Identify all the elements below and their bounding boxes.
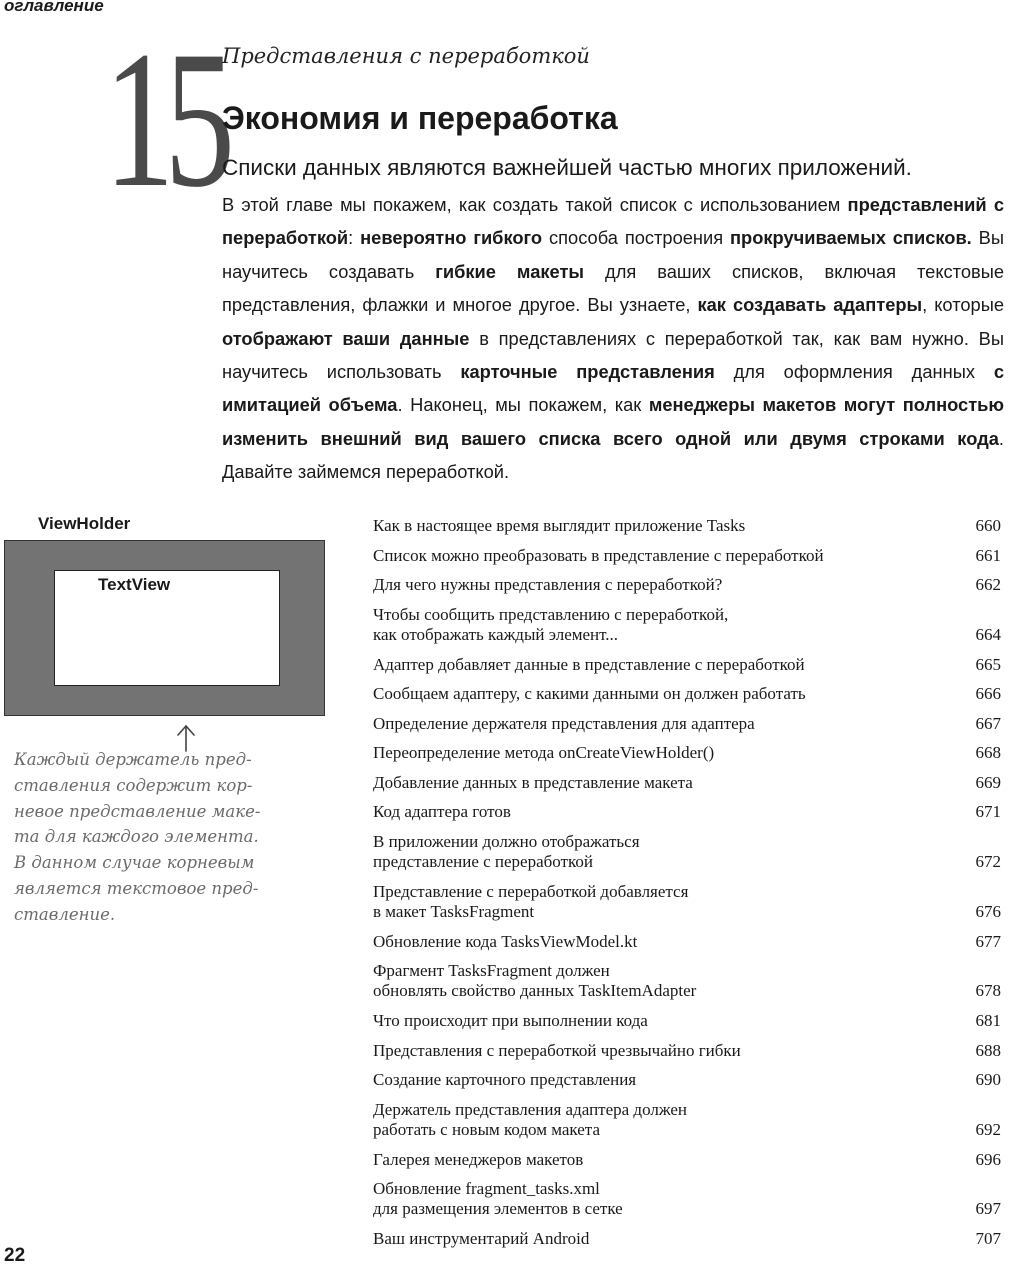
chapter-intro [222,188,1004,489]
intro-emphasis: с имитацией объема [222,361,1004,416]
toc-entry-title: Представления с переработкой чрезвычайно гибки [373,1040,741,1060]
toc-entry-page: 664 [975,624,1001,644]
toc-entry[interactable] [373,712,1003,742]
viewholder-label: ViewHolder [38,514,131,533]
toc-entry[interactable] [373,514,1003,544]
toc-entry-page: 666 [975,684,1001,703]
intro-emphasis: невероятно гибкого [360,227,543,249]
intro-text: , которые [922,294,1004,316]
toc-entry-page: 697 [975,1199,1001,1218]
toc-entry[interactable] [373,800,1003,830]
toc-entry[interactable] [373,1068,1003,1098]
toc-entry-title: Фрагмент TasksFragment должен обновлять свойство данных TaskItemAdapter [373,961,697,1000]
diagram-annotation: Каждый держатель пред- ставления содержит кор- невое представление маке- та для каждого элемента. В данном случае корневым является текстовое пред- ставление. [14,750,261,924]
toc-entry[interactable] [373,1227,1003,1257]
toc-entry[interactable] [373,930,1003,960]
intro-text: . Наконец, мы покажем, как [397,394,649,416]
intro-emphasis: отображают ваши данные [222,327,470,349]
toc-entry-page: 676 [975,901,1001,921]
toc-entry-page: 690 [975,1070,1001,1089]
toc-entry-title: Обновление кода TasksViewModel.kt [373,931,638,951]
toc-entry-page: 688 [975,1040,1001,1060]
toc-entry-title: Представление с переработкой добавляется в макет TasksFragment [373,881,689,921]
toc-entry-title: Адаптер добавляет данные в представление с переработкой [373,654,805,674]
textview-label: TextView [98,575,171,594]
intro-emphasis: гибкие макеты [435,260,585,282]
intro-text: . Давайте займемся переработкой. [222,427,1004,483]
toc-entry-page: 662 [975,575,1001,594]
chapter-lead: Списки данных являются важнейшей частью многих приложений. [222,155,912,180]
toc-entry[interactable] [373,1148,1003,1178]
toc-entry-title: Ваш инструментарий Android [373,1229,590,1248]
toc-entry[interactable] [373,573,1003,603]
toc-entry-title: Создание карточного представления [373,1070,637,1089]
intro-emphasis: менеджеры макетов могут полностью изменить внешний вид вашего списка всего одной или двумя строками кода [222,394,1005,449]
intro-text: Вы научитесь создавать [222,227,1004,282]
toc-entry[interactable] [373,1039,1003,1069]
toc-entry-title: Держатель представления адаптера должен работать с новым кодом макета [373,1099,688,1139]
toc-entry-title: Как в настоящее время выглядит приложение Tasks [373,516,746,535]
toc-entry-title: Обновление fragment_tasks.xml для размещения элементов в сетке [373,1179,623,1218]
intro-text: в представлениях с переработкой так, как вам нужно. Вы научитесь использовать [222,327,1004,383]
toc-entry-title: Список можно преобразовать в представление с переработкой [373,545,824,565]
toc-entry-title: Галерея менеджеров макетов [373,1149,584,1169]
toc-entry-title: Определение держателя представления для адаптера [373,713,755,733]
toc-entry-title: Сообщаем адаптеру, с какими данными он должен работать [373,684,806,703]
toc-entry-title: Переопределение метода onCreateViewHolder() [373,743,715,762]
intro-text: для оформления данных [714,361,994,383]
toc-entry-title: Для чего нужны представления с переработкой? [373,575,723,594]
intro-emphasis: прокручиваемых списков. [730,227,972,249]
toc-entry-page: 665 [975,654,1001,674]
toc-entry[interactable] [373,1009,1003,1039]
toc-entry[interactable] [373,741,1003,771]
toc-entry[interactable] [373,880,1003,930]
toc-entry[interactable] [373,830,1003,880]
toc-entry[interactable] [373,682,1003,712]
toc-entry-page: 678 [975,981,1001,1000]
intro-emphasis: карточные представления [460,361,715,383]
toc-entry-page: 681 [975,1011,1001,1030]
toc-entry[interactable] [373,771,1003,801]
toc-entry[interactable] [373,959,1003,1009]
toc-entry[interactable] [373,1177,1003,1227]
intro-emphasis: представлений с переработкой [222,194,1005,249]
chapter-title: Экономия и переработка [222,100,618,136]
toc-entry-page: 667 [975,713,1001,733]
intro-text: способа построения [542,227,730,249]
toc-entry[interactable] [373,603,1003,653]
toc-entry[interactable] [373,653,1003,683]
intro-text: для ваших списков, включая текстовые представления, флажки и многое другое. Вы узнаете, [222,260,1005,316]
running-head: оглавление [4,0,104,15]
toc-entry-title: В приложении должно отображаться представление с переработкой [373,831,640,871]
intro-emphasis: как создавать адаптеры [697,294,923,316]
toc-entry-page: 669 [975,772,1001,792]
chapter-number: 15 [104,11,225,228]
toc-entry-page: 707 [975,1229,1001,1248]
toc-entry-page: 671 [975,802,1001,821]
toc-entry-page: 672 [975,851,1001,871]
toc-entry-title: Добавление данных в представление макета [373,772,693,792]
toc-entry-page: 660 [975,516,1001,535]
toc-entry-title: Код адаптера готов [373,802,511,821]
toc-entry-title: Что происходит при выполнении кода [373,1011,648,1030]
toc-entry-page: 661 [975,545,1001,565]
toc-entry-page: 696 [975,1149,1001,1169]
toc-entry-page: 677 [975,931,1001,951]
toc-entry-page: 692 [975,1119,1001,1139]
chapter-kicker: Представления с переработкой [222,44,590,68]
toc-entry[interactable] [373,544,1003,574]
intro-text: : [348,227,361,249]
table-of-contents [373,514,1003,1257]
intro-text: В этой главе мы покажем, как создать такой список с использованием [222,194,848,215]
toc-entry-page: 668 [975,743,1001,762]
page-number: 22 [4,1245,26,1266]
toc-entry[interactable] [373,1098,1003,1148]
toc-entry-title: Чтобы сообщить представлению с переработкой, как отображать каждый элемент... [373,604,729,644]
